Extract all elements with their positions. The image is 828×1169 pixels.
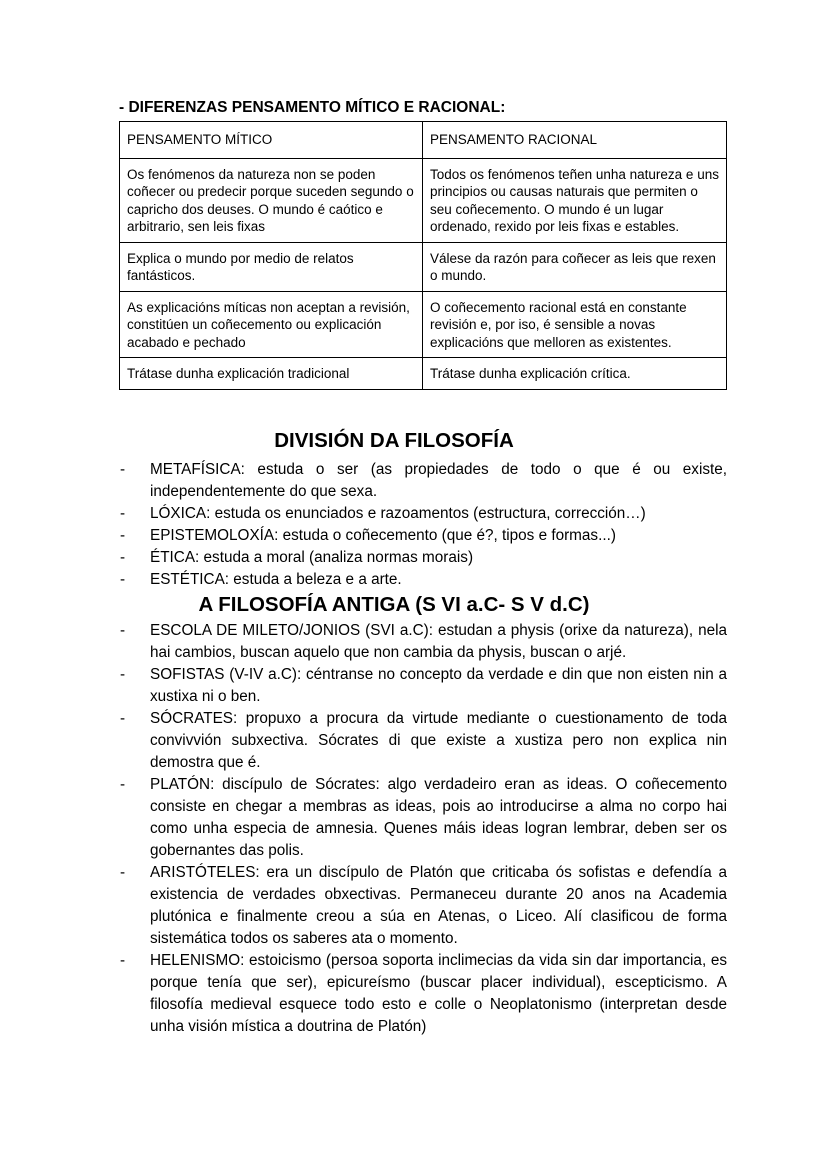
antiga-list (120, 620, 727, 1038)
list-item (120, 547, 727, 569)
bullet-dash: - (120, 952, 126, 969)
table-cell: Explica o mundo por medio de relatos fantásticos. (120, 242, 423, 291)
bullet-dash: - (120, 571, 126, 588)
list-item (120, 708, 727, 774)
list-item-text: HELENISMO: estoicismo (persoa soporta inclimecias da vida sin dar importancia, es porque tenía que ser), epicureísmo (buscar placer individual), escepticismo. A filosofía medieval esquece todo esto e colle o Neoplatonismo (interpretan desde unha visión mística a doutrina de Platón) (150, 952, 727, 1035)
list-item (120, 525, 727, 547)
list-item (120, 503, 727, 525)
list-item-text: SÓCRATES: propuxo a procura da virtude mediante o cuestionamento de toda convivvión subxectiva. Sócrates di que existe a xustiza pero non explica nin demostra que é. (150, 710, 727, 771)
division-heading: DIVISIÓN DA FILOSOFÍA (274, 429, 514, 452)
list-item-text: LÓXICA: estuda os enunciados e razoamentos (estructura, corrección…) (150, 505, 646, 522)
division-list (120, 459, 727, 591)
header-mitico: PENSAMENTO MÍTICO (120, 122, 423, 159)
list-item-text: ARISTÓTELES: era un discípulo de Platón que criticaba ós sofistas e defendía a existencia de verdades obxectivas. Permaneceu durante 20 anos na Academia plutónica e finalmente creou a súa en Atenas, o Liceo. Alí clasificou de forma sistemática todos os saberes ata o momento. (150, 864, 727, 947)
comparison-table (119, 121, 727, 390)
list-item (120, 620, 727, 664)
table-row (120, 158, 727, 242)
list-item (120, 950, 727, 1038)
bullet-dash: - (120, 622, 126, 639)
table-row (120, 358, 727, 390)
bullet-dash: - (120, 527, 126, 544)
header-racional: PENSAMENTO RACIONAL (423, 122, 727, 159)
table-row (120, 291, 727, 358)
list-item (120, 862, 727, 950)
list-item-text: EPISTEMOLOXÍA: estuda o coñecemento (que é?, tipos e formas...) (150, 527, 616, 544)
antiga-heading: A FILOSOFÍA ANTIGA (S VI a.C- S V d.C) (198, 593, 590, 616)
table-cell: Todos os fenómenos teñen unha natureza e uns principios ou causas naturais que permiten o seu coñecemento. O mundo é un lugar ordenado, rexido por leis fixas e estables. (423, 158, 727, 242)
bullet-dash: - (120, 776, 126, 793)
table-row (120, 242, 727, 291)
list-item (120, 774, 727, 862)
table-cell: Válese da razón para coñecer as leis que rexen o mundo. (423, 242, 727, 291)
bullet-dash: - (120, 864, 126, 881)
table-cell: Trátase dunha explicación crítica. (423, 358, 727, 390)
list-item (120, 664, 727, 708)
list-item (120, 569, 727, 591)
comparison-title: - DIFERENZAS PENSAMENTO MÍTICO E RACIONAL: (119, 99, 506, 116)
bullet-dash: - (120, 549, 126, 566)
list-item-text: ESCOLA DE MILETO/JONIOS (SVI a.C): estudan a physis (orixe da natureza), nela hai cambios, buscan aquelo que non cambia da physis, buscan o arjé. (150, 622, 727, 661)
bullet-dash: - (120, 461, 126, 478)
list-item-text: PLATÓN: discípulo de Sócrates: algo verdadeiro eran as ideas. O coñecemento consiste en chegar a membras as ideas, pois ao introducirse a alma no corpo hai como unha especia de amnesia. Quenes máis ideas logran lembrar, deben ser os gobernantes das polis. (150, 776, 727, 859)
list-item-text: ESTÉTICA: estuda a beleza e a arte. (150, 571, 402, 588)
bullet-dash: - (120, 666, 126, 683)
list-item-text: SOFISTAS (V-IV a.C): céntranse no concepto da verdade e din que non eisten nin a xustixa ni o ben. (150, 666, 727, 705)
table-header-row (120, 122, 727, 159)
table-cell: Os fenómenos da natureza non se poden coñecer ou predecir porque suceden segundo o capricho dos deuses. O mundo é caótico e arbitrario, sen leis fixas (120, 158, 423, 242)
table-cell: Trátase dunha explicación tradicional (120, 358, 423, 390)
table-cell: O coñecemento racional está en constante revisión e, por iso, é sensible a novas explicacións que melloren as existentes. (423, 291, 727, 358)
table-cell: As explicacións míticas non aceptan a revisión, constitúen un coñecemento ou explicación acabado e pechado (120, 291, 423, 358)
bullet-dash: - (120, 710, 126, 727)
list-item (120, 459, 727, 503)
list-item-text: METAFÍSICA: estuda o ser (as propiedades de todo o que é ou existe, independentemente do que sexa. (150, 461, 727, 500)
bullet-dash: - (120, 505, 126, 522)
list-item-text: ÉTICA: estuda a moral (analiza normas morais) (150, 549, 474, 566)
